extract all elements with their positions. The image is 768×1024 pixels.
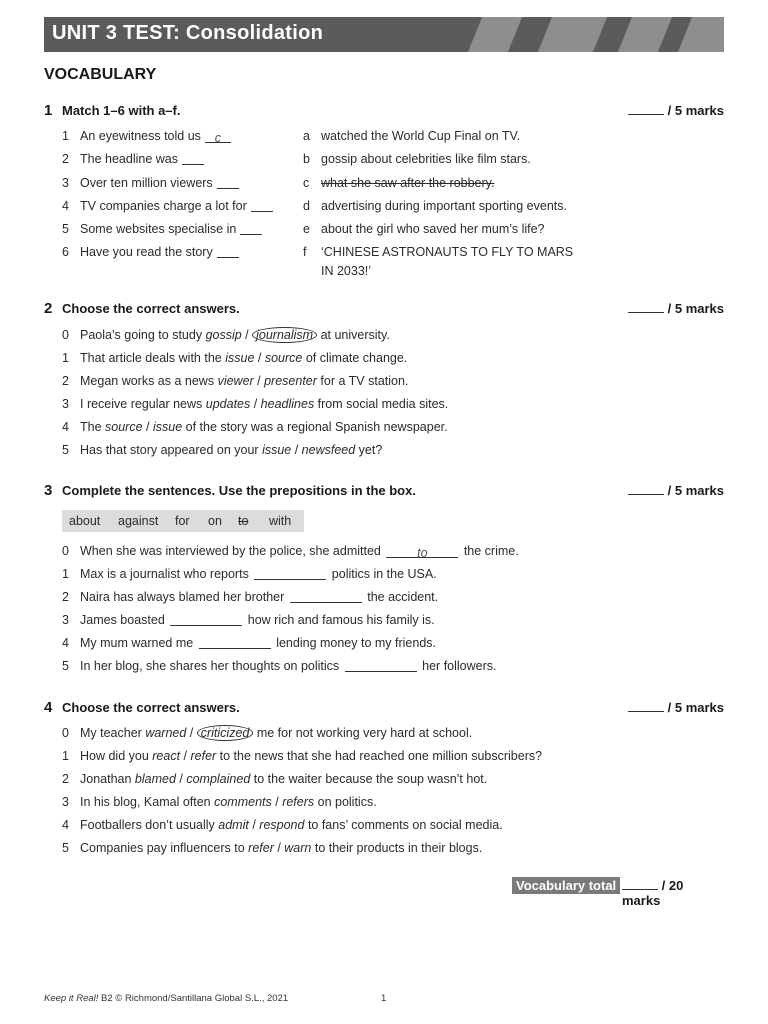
question-number: 3 bbox=[44, 482, 53, 499]
answer-blank[interactable]: c bbox=[214, 131, 222, 145]
question-3-header bbox=[44, 482, 724, 500]
answer-blank[interactable] bbox=[217, 245, 239, 258]
answer-blank[interactable] bbox=[240, 222, 262, 235]
answer-blank[interactable] bbox=[290, 590, 362, 603]
option-a[interactable]: blamed bbox=[134, 772, 176, 786]
answer-blank[interactable] bbox=[217, 176, 239, 189]
test-title: UNIT 3 TEST: Consolidation bbox=[52, 22, 324, 44]
word-box bbox=[62, 510, 304, 532]
option-a[interactable]: admit bbox=[218, 818, 249, 832]
option-b[interactable]: respond bbox=[259, 818, 305, 832]
answer-blank[interactable] bbox=[254, 567, 326, 580]
option-b[interactable]: issue bbox=[152, 420, 183, 434]
question-instruction: Choose the correct answers. bbox=[62, 301, 240, 316]
option-b[interactable]: complained bbox=[186, 772, 251, 786]
marks-field: / 5 marks bbox=[628, 483, 724, 498]
question-4-header bbox=[44, 699, 724, 717]
answer-blank[interactable] bbox=[182, 152, 204, 165]
total-label: Vocabulary total bbox=[512, 877, 620, 894]
option-b-circled[interactable]: journalism bbox=[252, 327, 317, 343]
answer-blank[interactable] bbox=[345, 659, 417, 672]
footer-copyright: Keep it Real! B2 © Richmond/Santillana Global S.L., 2021 bbox=[44, 993, 289, 1004]
marks-field: / 5 marks bbox=[628, 103, 724, 118]
option-a[interactable]: comments bbox=[214, 795, 272, 809]
option-a[interactable]: react bbox=[152, 749, 181, 763]
question-instruction: Match 1–6 with a–f. bbox=[62, 103, 181, 118]
option-b[interactable]: presenter bbox=[264, 374, 317, 388]
option-a[interactable]: gossip bbox=[205, 328, 242, 342]
question-1-header bbox=[44, 102, 724, 120]
option-b[interactable]: refer bbox=[190, 749, 217, 763]
crossed-out-option: what she saw after the robbery. bbox=[321, 176, 495, 190]
question-2-header bbox=[44, 300, 724, 318]
marks-field: / 5 marks bbox=[628, 700, 724, 715]
answer-blank[interactable] bbox=[170, 613, 242, 626]
option-b[interactable]: headlines bbox=[260, 397, 315, 411]
option-a[interactable]: issue bbox=[225, 351, 255, 365]
answer-blank[interactable] bbox=[251, 199, 273, 212]
section-heading: VOCABULARY bbox=[44, 66, 157, 83]
option-b-circled[interactable]: criticized bbox=[197, 725, 254, 741]
page-number: 1 bbox=[381, 993, 387, 1004]
option-b[interactable]: source bbox=[264, 351, 303, 365]
word-box-item: against bbox=[118, 514, 159, 528]
answer-blank[interactable]: to bbox=[417, 546, 428, 560]
total-marks: / 20 marks bbox=[622, 878, 684, 908]
question-instruction: Complete the sentences. Use the prepositions in the box. bbox=[62, 483, 416, 498]
marks-field: / 5 marks bbox=[628, 301, 724, 316]
word-box-item: about bbox=[69, 514, 101, 528]
question-number: 1 bbox=[44, 102, 53, 119]
option-a[interactable]: viewer bbox=[217, 374, 254, 388]
word-box-item-crossed: to bbox=[238, 514, 249, 528]
question-number: 2 bbox=[44, 300, 53, 317]
question-instruction: Choose the correct answers. bbox=[62, 700, 240, 715]
option-b[interactable]: warn bbox=[284, 841, 312, 855]
option-a[interactable]: warned bbox=[145, 726, 187, 740]
question-number: 4 bbox=[44, 699, 53, 716]
option-a[interactable]: refer bbox=[248, 841, 274, 855]
word-box-item: on bbox=[208, 514, 222, 528]
answer-blank[interactable] bbox=[199, 636, 271, 649]
option-a[interactable]: updates bbox=[205, 397, 251, 411]
word-box-item: for bbox=[175, 514, 190, 528]
option-b[interactable]: refers bbox=[282, 795, 315, 809]
word-box-item: with bbox=[269, 514, 292, 528]
title-banner bbox=[44, 17, 724, 52]
option-a[interactable]: issue bbox=[262, 443, 292, 457]
option-b[interactable]: newsfeed bbox=[301, 443, 356, 457]
option-a[interactable]: source bbox=[105, 420, 143, 434]
